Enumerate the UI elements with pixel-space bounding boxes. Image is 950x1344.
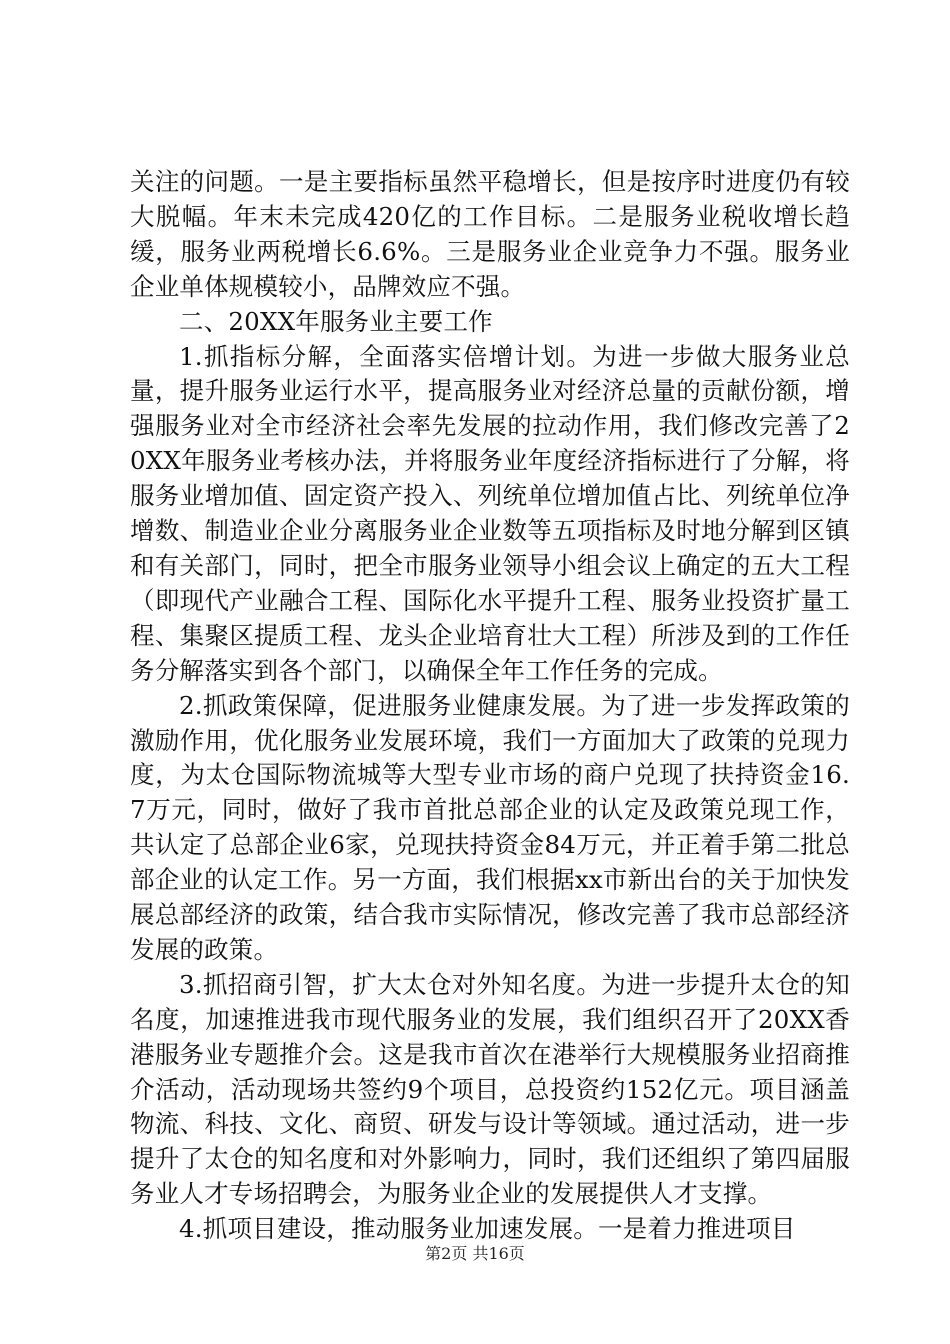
document-body [130,165,850,1247]
page-footer: 第2页 共16页 [425,1244,525,1263]
paragraph-item-2: 2.抓政策保障，促进服务业健康发展。为了进一步发挥政策的激励作用，优化服务业发展环境，我们一方面加大了政策的兑现力度，为太仓国际物流城等大型专业市场的商户兑现了扶持资金16.7万元，同时，做好了我市首批总部企业的认定及政策兑现工作，共认定了总部企业6家，兑现扶持资金84万元，并正着手第二批总部企业的认定工作。另一方面，我们根据xx市新出台的关于加快发展总部经济的政策，结合我市实际情况，修改完善了我市总部经济发展的政策。 [130,690,850,964]
paragraph-item-1: 1.抓指标分解，全面落实倍增计划。为进一步做大服务业总量，提升服务业运行水平，提高服务业对经济总量的贡献份额，增强服务业对全市经济社会率先发展的拉动作用，我们修改完善了20XX年服务业考核办法，并将服务业年度经济指标进行了分解，将服务业增加值、固定资产投入、列统单位增加值占比、列统单位净增数、制造业企业分离服务业企业数等五项指标及时地分解到区镇和有关部门，同时，把全市服务业领导小组会议上确定的五大工程（即现代产业融合工程、国际化水平提升工程、服务业投资扩量工程、集聚区提质工程、龙头企业培育壮大工程）所涉及到的工作任务分解落实到各个部门，以确保全年工作任务的完成。 [130,341,850,685]
paragraph-item-4: 4.抓项目建设，推动服务业加速发展。一是着力推进项目 [179,1214,796,1244]
paragraph-continuation: 关注的问题。一是主要指标虽然平稳增长，但是按序时进度仍有较大脱幅。年末未完成420亿的工作目标。二是服务业税收增长趋缓，服务业两税增长6.6%。三是服务业企业竞争力不强。服务业企业单体规模较小，品牌效应不强。 [130,167,850,301]
section-heading: 二、20XX年服务业主要工作 [179,306,493,336]
paragraph-item-3: 3.抓招商引智，扩大太仓对外知名度。为进一步提升太仓的知名度，加速推进我市现代服务业的发展，我们组织召开了20XX香港服务业专题推介会。这是我市首次在港举行大规模服务业招商推介活动，活动现场共签约9个项目，总投资约152亿元。项目涵盖物流、科技、文化、商贸、研发与设计等领域。通过活动，进一步提升了太仓的知名度和对外影响力，同时，我们还组织了第四届服务业人才专场招聘会，为服务业企业的发展提供人才支撑。 [130,969,850,1209]
